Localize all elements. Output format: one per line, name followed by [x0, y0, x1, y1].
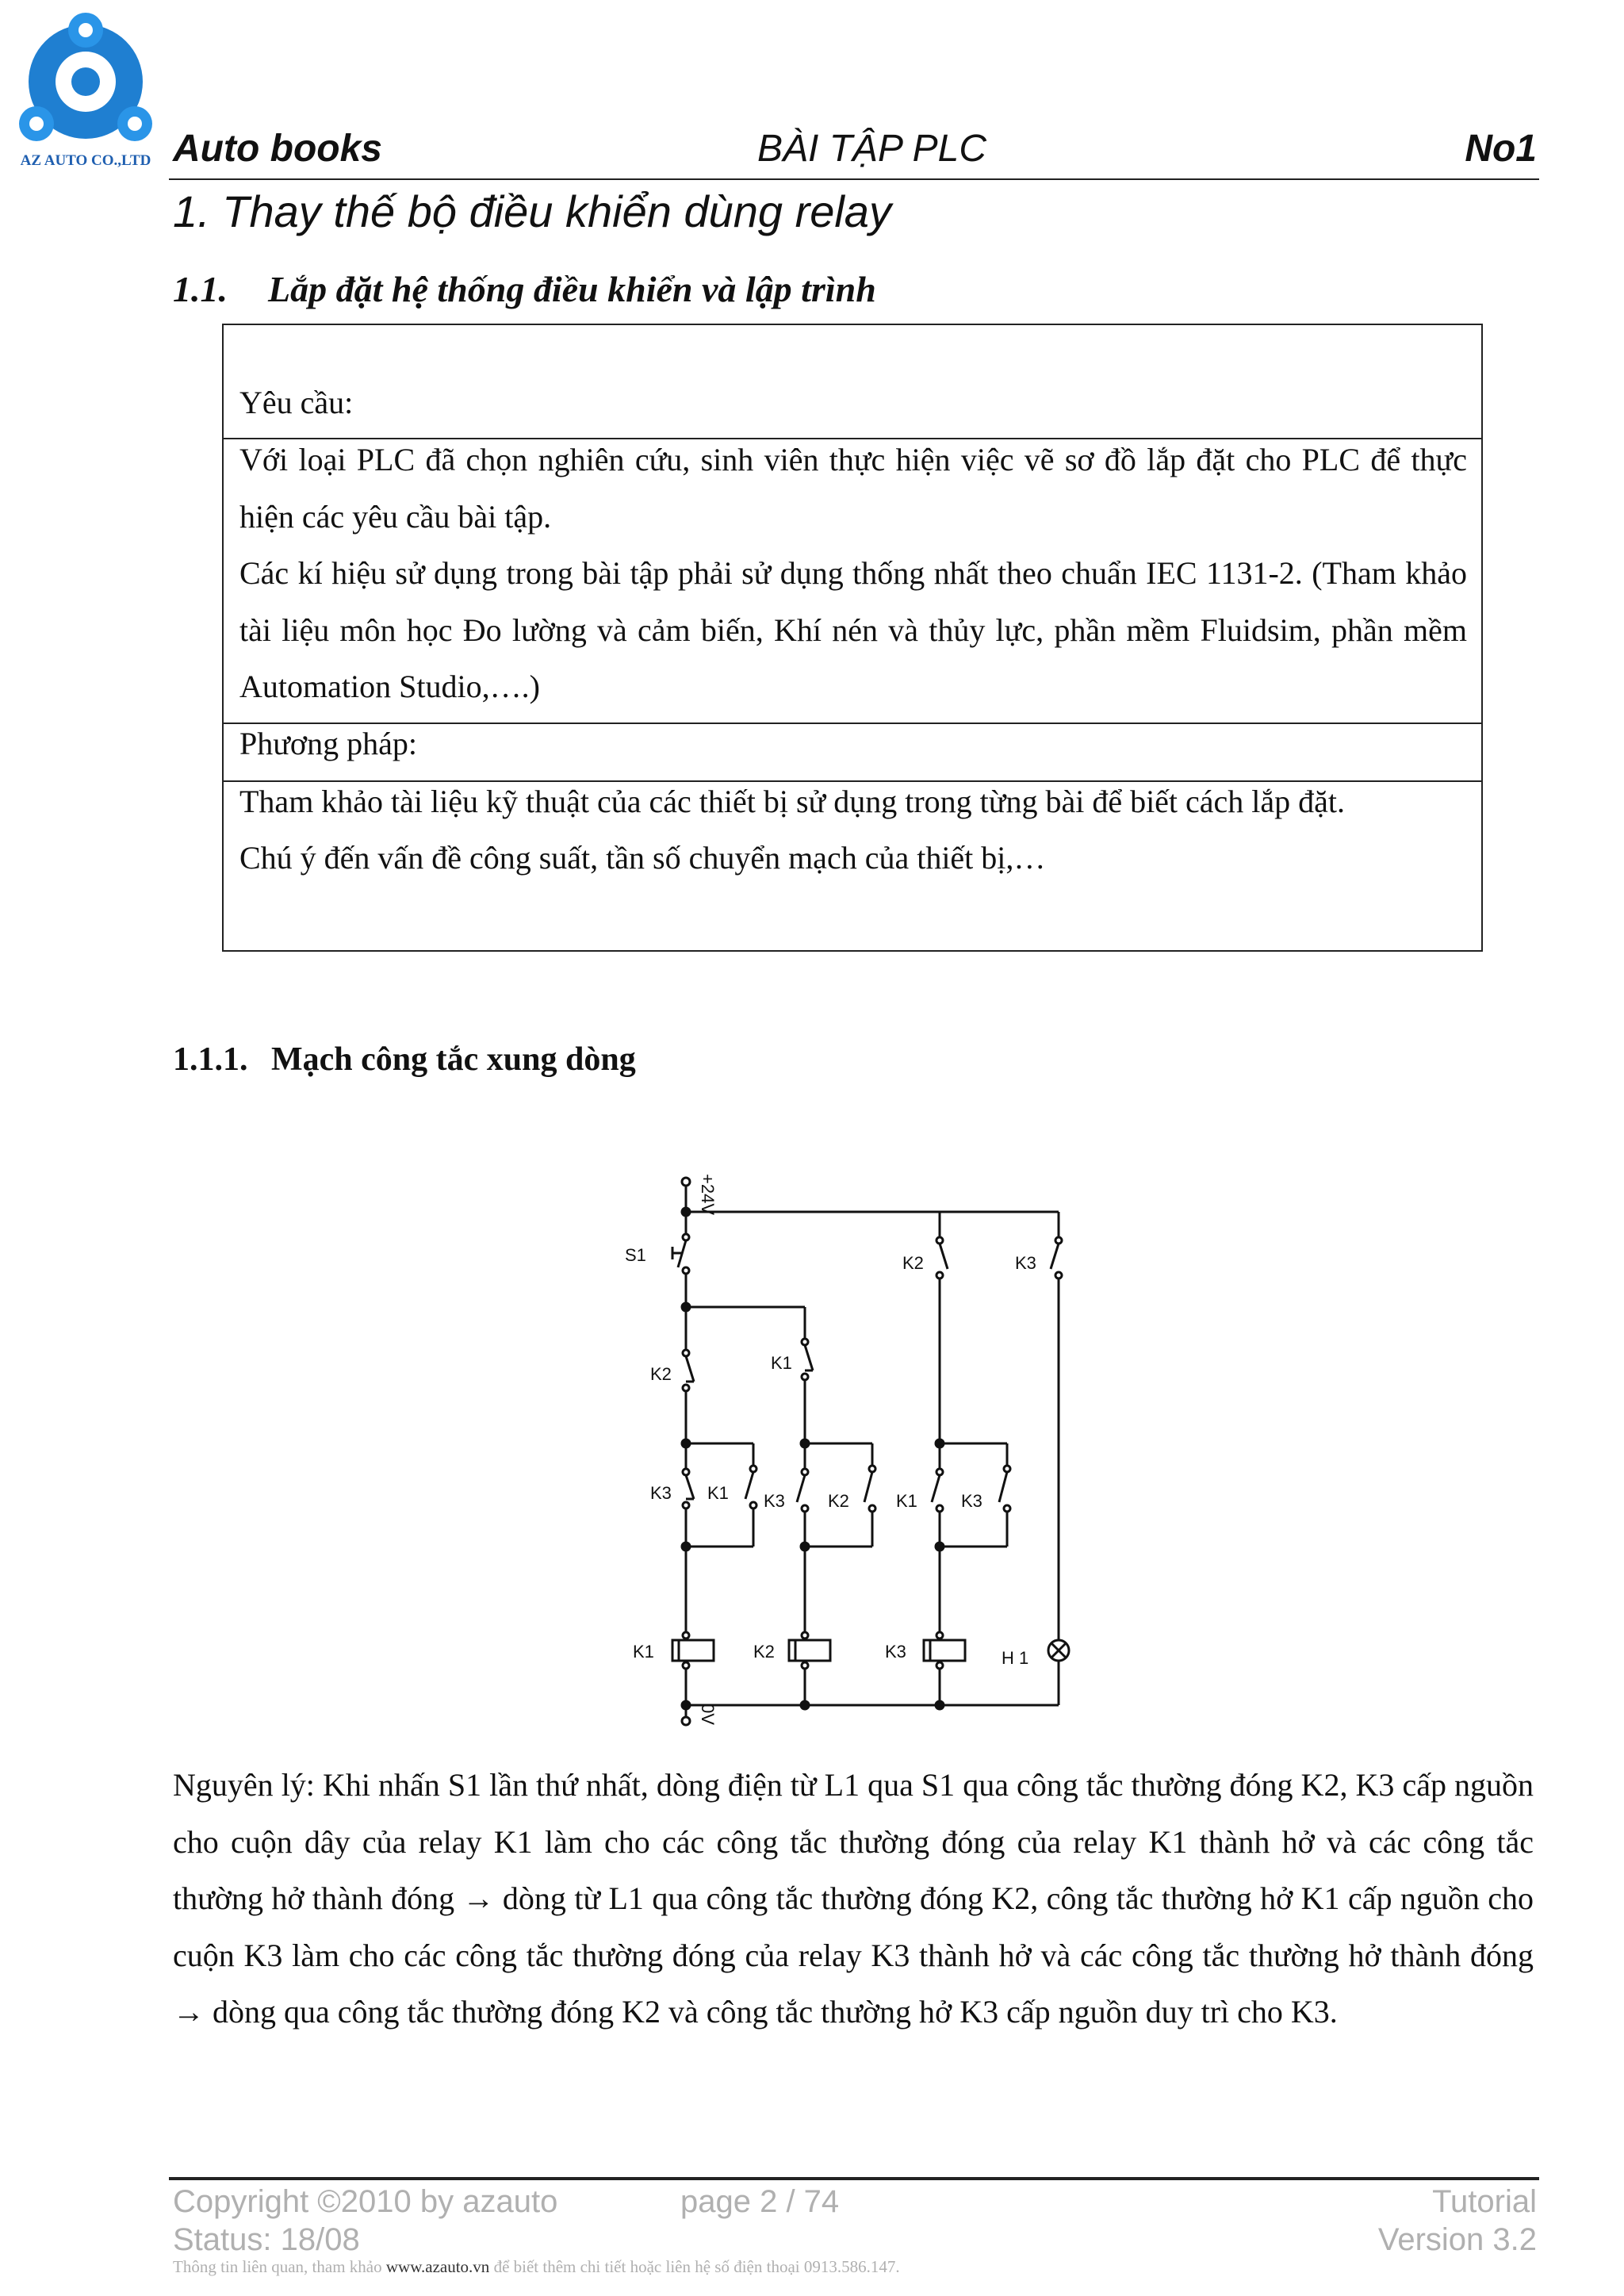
- principle-paragraph: Nguyên lý: Khi nhấn S1 lần thứ nhất, dòng điện từ L1 qua S1 qua công tắc thường đóng K2, K3 cấp nguồn cho cuộn dây của relay K1 làm cho các công tắc thường đóng của relay K1 thành hở và các công tắc thường hở thành đóng → dòng từ L1 qua công tắc thường đóng K2, công tắc thường hở K1 cấp nguồn cho cuộn K3 làm cho các công tắc thường đóng của relay K3 thành hở và các công tắc thường hở thành đóng → dòng qua công tắc thường đóng K2 và công tắc thường hở K3 cấp nguồn duy trì cho K3.: [173, 1767, 1534, 2030]
- section-heading: 1. Thay thế bộ điều khiển dùng relay: [173, 186, 891, 236]
- ground-terminal: [682, 1717, 690, 1725]
- status-text: Status: 18/08: [173, 2222, 360, 2257]
- relay-circuit-diagram: [603, 1150, 1078, 1745]
- doc-type: Tutorial: [1432, 2184, 1537, 2219]
- switch-label: S1: [625, 1245, 646, 1265]
- footer-left: [173, 2183, 557, 2259]
- contact-note-suffix: để biết thêm chi tiết hoặc liên hệ số điện thoại 0913.586.147.: [493, 2257, 900, 2276]
- requirements-box: [222, 324, 1483, 952]
- header-number: No1: [1465, 128, 1537, 170]
- doc-version: Version 3.2: [1377, 2222, 1537, 2257]
- requirements-paragraph: Các kí hiệu sử dụng trong bài tập phải sử dụng thống nhất theo chuẩn IEC 1131-2. (Tham khảo tài liệu môn học Đo lường và cảm biến, Khí nén và thủy lực, phần mềm Fluidsim, phần mềm Automation Studio,….): [239, 555, 1467, 704]
- requirements-paragraph: Với loại PLC đã chọn nghiên cứu, sinh viên thực hiện việc vẽ sơ đồ lắp đặt cho PLC để thực hiện các yêu cầu bài tập.: [239, 442, 1467, 535]
- supply-terminal: [682, 1178, 690, 1186]
- subsubsection-title: Mạch công tắc xung dòng: [271, 1041, 636, 1078]
- contact-label: K1: [896, 1491, 917, 1511]
- method-label: Phương pháp:: [239, 726, 417, 761]
- copyright-text: Copyright ©2010 by azauto: [173, 2184, 558, 2219]
- website-link[interactable]: www.azauto.vn: [385, 2257, 490, 2276]
- footer-contact-note: [173, 2257, 900, 2277]
- company-logo: [6, 6, 165, 181]
- subsubsection-heading: [173, 1041, 636, 1079]
- contact-note-prefix: Thông tin liên quan, tham khảo: [173, 2257, 382, 2276]
- ground-label: 0V: [698, 1704, 718, 1725]
- header-brand: Auto books: [173, 128, 382, 170]
- subsection-number: 1.1.: [173, 269, 228, 309]
- contact-label: K2: [828, 1491, 849, 1511]
- subsection-title: Lắp đặt hệ thống điều khiển và lập trình: [268, 269, 876, 309]
- method-paragraph: Tham khảo tài liệu kỹ thuật của các thiết bị sử dụng trong từng bài để biết cách lắp đặt.: [239, 784, 1346, 819]
- footer-divider: [169, 2177, 1539, 2180]
- coil-label: K1: [633, 1642, 654, 1662]
- requirements-label: Yêu cầu:: [239, 385, 354, 420]
- header-divider: [169, 178, 1539, 180]
- subsection-heading: [173, 268, 876, 310]
- coil-label: K2: [753, 1642, 775, 1662]
- coil-label: K3: [885, 1642, 906, 1662]
- contact-label: K2: [902, 1253, 924, 1273]
- header-title: BÀI TẬP PLC: [757, 128, 986, 170]
- contact-label: K3: [1015, 1253, 1036, 1273]
- logo-text: AZ AUTO CO.,LTD: [20, 152, 151, 169]
- method-paragraph: Chú ý đến vấn đề công suất, tần số chuyển mạch của thiết bị,…: [239, 840, 1046, 876]
- contact-label: K3: [764, 1491, 785, 1511]
- contact-label: K3: [961, 1491, 982, 1511]
- contact-label: K3: [650, 1483, 672, 1503]
- contact-label: K1: [771, 1353, 792, 1373]
- page-number: page 2 / 74: [680, 2184, 840, 2219]
- footer-right: [1378, 2183, 1537, 2259]
- contact-label: K2: [650, 1364, 672, 1384]
- supply-label: +24V: [698, 1174, 718, 1215]
- lamp-label: H 1: [1002, 1648, 1029, 1668]
- contact-label: K1: [707, 1483, 729, 1503]
- subsubsection-number: 1.1.1.: [173, 1041, 248, 1078]
